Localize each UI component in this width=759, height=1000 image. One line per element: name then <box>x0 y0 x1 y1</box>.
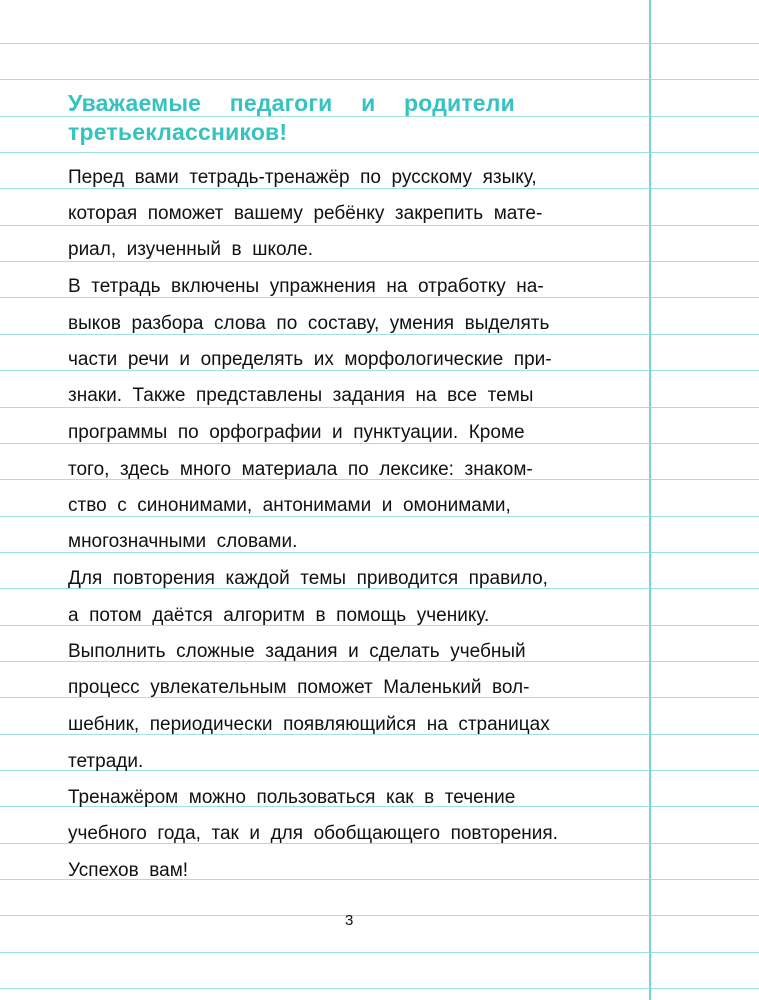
text-line: выков разбора слова по составу, умения выделять <box>68 313 550 334</box>
text-line: Для повторения каждой темы приводится правило, <box>68 568 548 589</box>
text-line: знаки. Также представлены задания на все темы <box>68 385 534 406</box>
text-line: ство с синонимами, антонимами и омонимами, <box>68 495 511 516</box>
text-line: многозначными словами. <box>68 531 298 552</box>
text-line: Перед вами тетрадь-тренажёр по русскому языку, <box>68 167 537 188</box>
heading-line-2: третьеклассников! <box>68 119 288 145</box>
text-line: учебного года, так и для обобщающего повторения. <box>68 823 558 844</box>
text-line: тетради. <box>68 751 144 772</box>
text-line: шебник, периодически появляющийся на страницах <box>68 714 550 735</box>
text-line: а потом даётся алгоритм в помощь ученику. <box>68 605 490 626</box>
text-line: части речи и определять их морфологические при- <box>68 349 552 370</box>
text-line: программы по орфографии и пунктуации. Кроме <box>68 422 525 443</box>
text-line: того, здесь много материала по лексике: знаком- <box>68 459 533 480</box>
page-number: 3 <box>345 912 354 929</box>
margin-line <box>649 0 651 1000</box>
text-line: Выполнить сложные задания и сделать учебный <box>68 641 526 662</box>
text-line: процесс увлекательным поможет Маленький вол- <box>68 677 530 698</box>
heading-line-1: Уважаемые педагоги и родители <box>68 90 515 116</box>
text-line: В тетрадь включены упражнения на отработку на- <box>68 276 544 297</box>
text-line: Тренажёром можно пользоваться как в течение <box>68 787 516 808</box>
text-line: Успехов вам! <box>68 860 189 881</box>
text-line: которая поможет вашему ребёнку закрепить мате- <box>68 203 543 224</box>
text-line: риал, изученный в школе. <box>68 239 314 260</box>
